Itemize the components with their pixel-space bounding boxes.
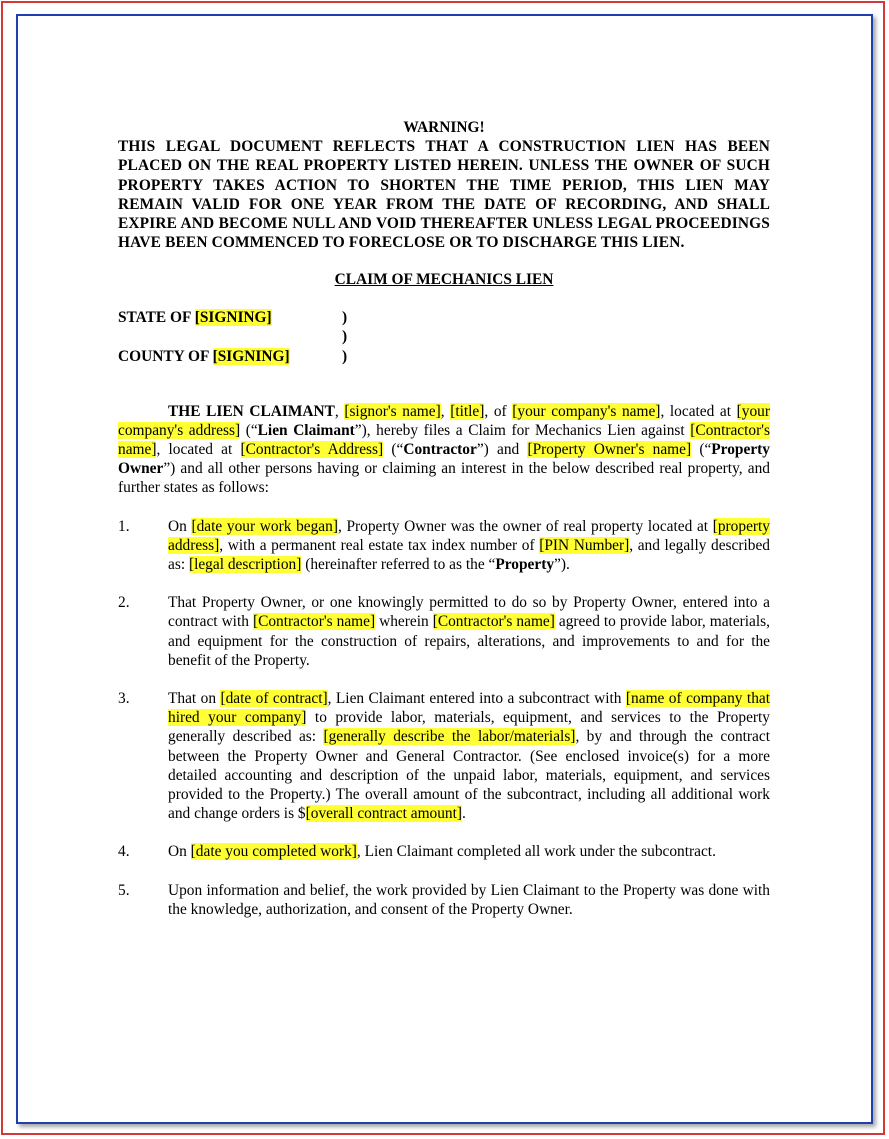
- contract-amount-field: [overall contract amount]: [305, 805, 463, 823]
- contractor-name-field: [Contractor's name]: [252, 613, 376, 631]
- item-text: Upon information and belief, the work provided by Lien Claimant to the Property was done with the knowledge, authorization, and consent of the Property Owner.: [168, 881, 770, 918]
- paren-2: ): [342, 328, 348, 346]
- intro-text-8: , located at: [156, 441, 241, 459]
- item-number: 3.: [118, 690, 130, 708]
- venue-block: [118, 308, 770, 366]
- item-number: 2.: [118, 594, 130, 612]
- item-text: , Lien Claimant entered into a subcontract with: [327, 690, 626, 708]
- county-row: [118, 347, 290, 366]
- item-text: (hereinafter referred to as the “: [301, 556, 496, 574]
- intro-text-9: (“: [383, 441, 404, 459]
- item-text: , with a permanent real estate tax index number of: [219, 536, 540, 554]
- paren-3: ): [342, 347, 348, 365]
- intro-text-6: (“: [240, 421, 258, 439]
- labor-description-field: [generally describe the labor/materials]: [323, 728, 576, 746]
- document-content: [118, 118, 770, 919]
- county-field: [SIGNING]: [212, 347, 290, 365]
- intro-text-4: , of: [484, 402, 513, 420]
- item-text: to provide labor, materials, equipment, and services to the Property generally described as:: [168, 709, 770, 746]
- paren-1: ): [342, 308, 348, 326]
- contractor-name-field: [Contractor's name]: [118, 421, 771, 459]
- list-item-4: [118, 842, 770, 861]
- pin-number-field: [PIN Number]: [539, 536, 630, 554]
- contractor-name-field: [Contractor's name]: [432, 613, 555, 631]
- property-owner-term: Property Owner: [118, 441, 770, 478]
- item-text: That Property Owner, or one knowingly permitted to do so by Property Owner, entered into a contract with: [168, 594, 770, 631]
- company-address-field: [your company's address]: [118, 402, 770, 439]
- work-start-date-field: [date your work began]: [191, 517, 338, 535]
- contractor-address-field: [Contractor's Address]: [240, 441, 384, 459]
- item-text: agreed to provide labor, materials, and equipment for the construction of repairs, alterations, and improvements to and for the benefit of the Property.: [168, 613, 771, 669]
- item-text: On: [168, 517, 192, 535]
- item-number: 5.: [118, 881, 130, 899]
- company-name-field: [your company's name]: [512, 402, 661, 420]
- intro-text-12: ”) and all other persons having or claiming an interest in the below described real property, and further states as follows:: [118, 460, 770, 497]
- item-number: 1.: [118, 517, 130, 535]
- state-field: [SIGNING]: [194, 308, 272, 326]
- list-item-5: [118, 881, 770, 919]
- list-item-2: [118, 593, 770, 670]
- property-address-field: [property address]: [168, 517, 770, 554]
- intro-text-2: ,: [334, 402, 345, 420]
- warning-title: WARNING!: [403, 119, 485, 136]
- list-item-3: [118, 689, 770, 823]
- item-text: wherein: [375, 613, 433, 631]
- legal-description-field: [legal description]: [188, 556, 302, 574]
- intro-paragraph: [118, 402, 770, 498]
- county-label: COUNTY OF: [118, 347, 213, 365]
- state-label: STATE OF: [118, 308, 195, 326]
- state-row: [118, 308, 272, 327]
- hiring-company-field: [name of company that hired your company]: [168, 690, 770, 727]
- item-text: ”).: [554, 556, 570, 574]
- title-field: [title]: [450, 402, 485, 420]
- lien-claimant-heading: THE LIEN CLAIMANT: [168, 402, 335, 420]
- intro-text-11: (“: [691, 441, 712, 459]
- intro-text-5: , located at: [660, 402, 737, 420]
- contract-date-field: [date of contract]: [220, 690, 328, 708]
- item-text: That on: [168, 690, 221, 708]
- claim-title: CLAIM OF MECHANICS LIEN: [334, 271, 554, 289]
- item-text: , by and through the contract between the Property Owner and General Contractor. (See enclosed invoice(s) for a more detailed accounting and description of the unpaid labor, materials, equipment, and services provided to the Property.) The overall amount of the subcontract, including all additional work and change orders is $: [168, 728, 770, 823]
- intro-text-10: ”) and: [476, 441, 528, 459]
- property-term: Property: [495, 556, 555, 574]
- list-item-1: [118, 517, 770, 575]
- completion-date-field: [date you completed work]: [190, 843, 357, 861]
- signer-name-field: [signor's name]: [344, 402, 441, 420]
- contractor-term: Contractor: [403, 441, 477, 459]
- warning-text: THIS LEGAL DOCUMENT REFLECTS THAT A CONSTRUCTION LIEN HAS BEEN PLACED ON THE REAL PROPERTY LISTED HEREIN. UNLESS THE OWNER OF SUCH PROPERTY TAKES ACTION TO SHORTEN THE TIME PERIOD, THIS LIEN MAY REMAIN VALID FOR ONE YEAR FROM THE DATE OF RECORDING, AND SHALL EXPIRE AND BECOME NULL AND VOID THEREAFTER UNLESS LEGAL PROCEEDINGS HAVE BEEN COMMENCED TO FORECLOSE OR TO DISCHARGE THIS LIEN.: [118, 138, 770, 252]
- item-text: , Property Owner was the owner of real property located at: [337, 517, 713, 535]
- intro-text-3: ,: [440, 402, 451, 420]
- item-number: 4.: [118, 843, 130, 861]
- intro-text-7: ”), hereby files a Claim for Mechanics Lien against: [354, 421, 691, 439]
- property-owner-field: [Property Owner's name]: [527, 441, 692, 459]
- item-text: , Lien Claimant completed all work under the subcontract.: [356, 843, 716, 861]
- lien-claimant-term: Lien Claimant: [257, 421, 355, 439]
- item-text: , and legally described as:: [168, 536, 770, 574]
- item-text: On: [168, 843, 191, 861]
- item-text: .: [462, 805, 466, 823]
